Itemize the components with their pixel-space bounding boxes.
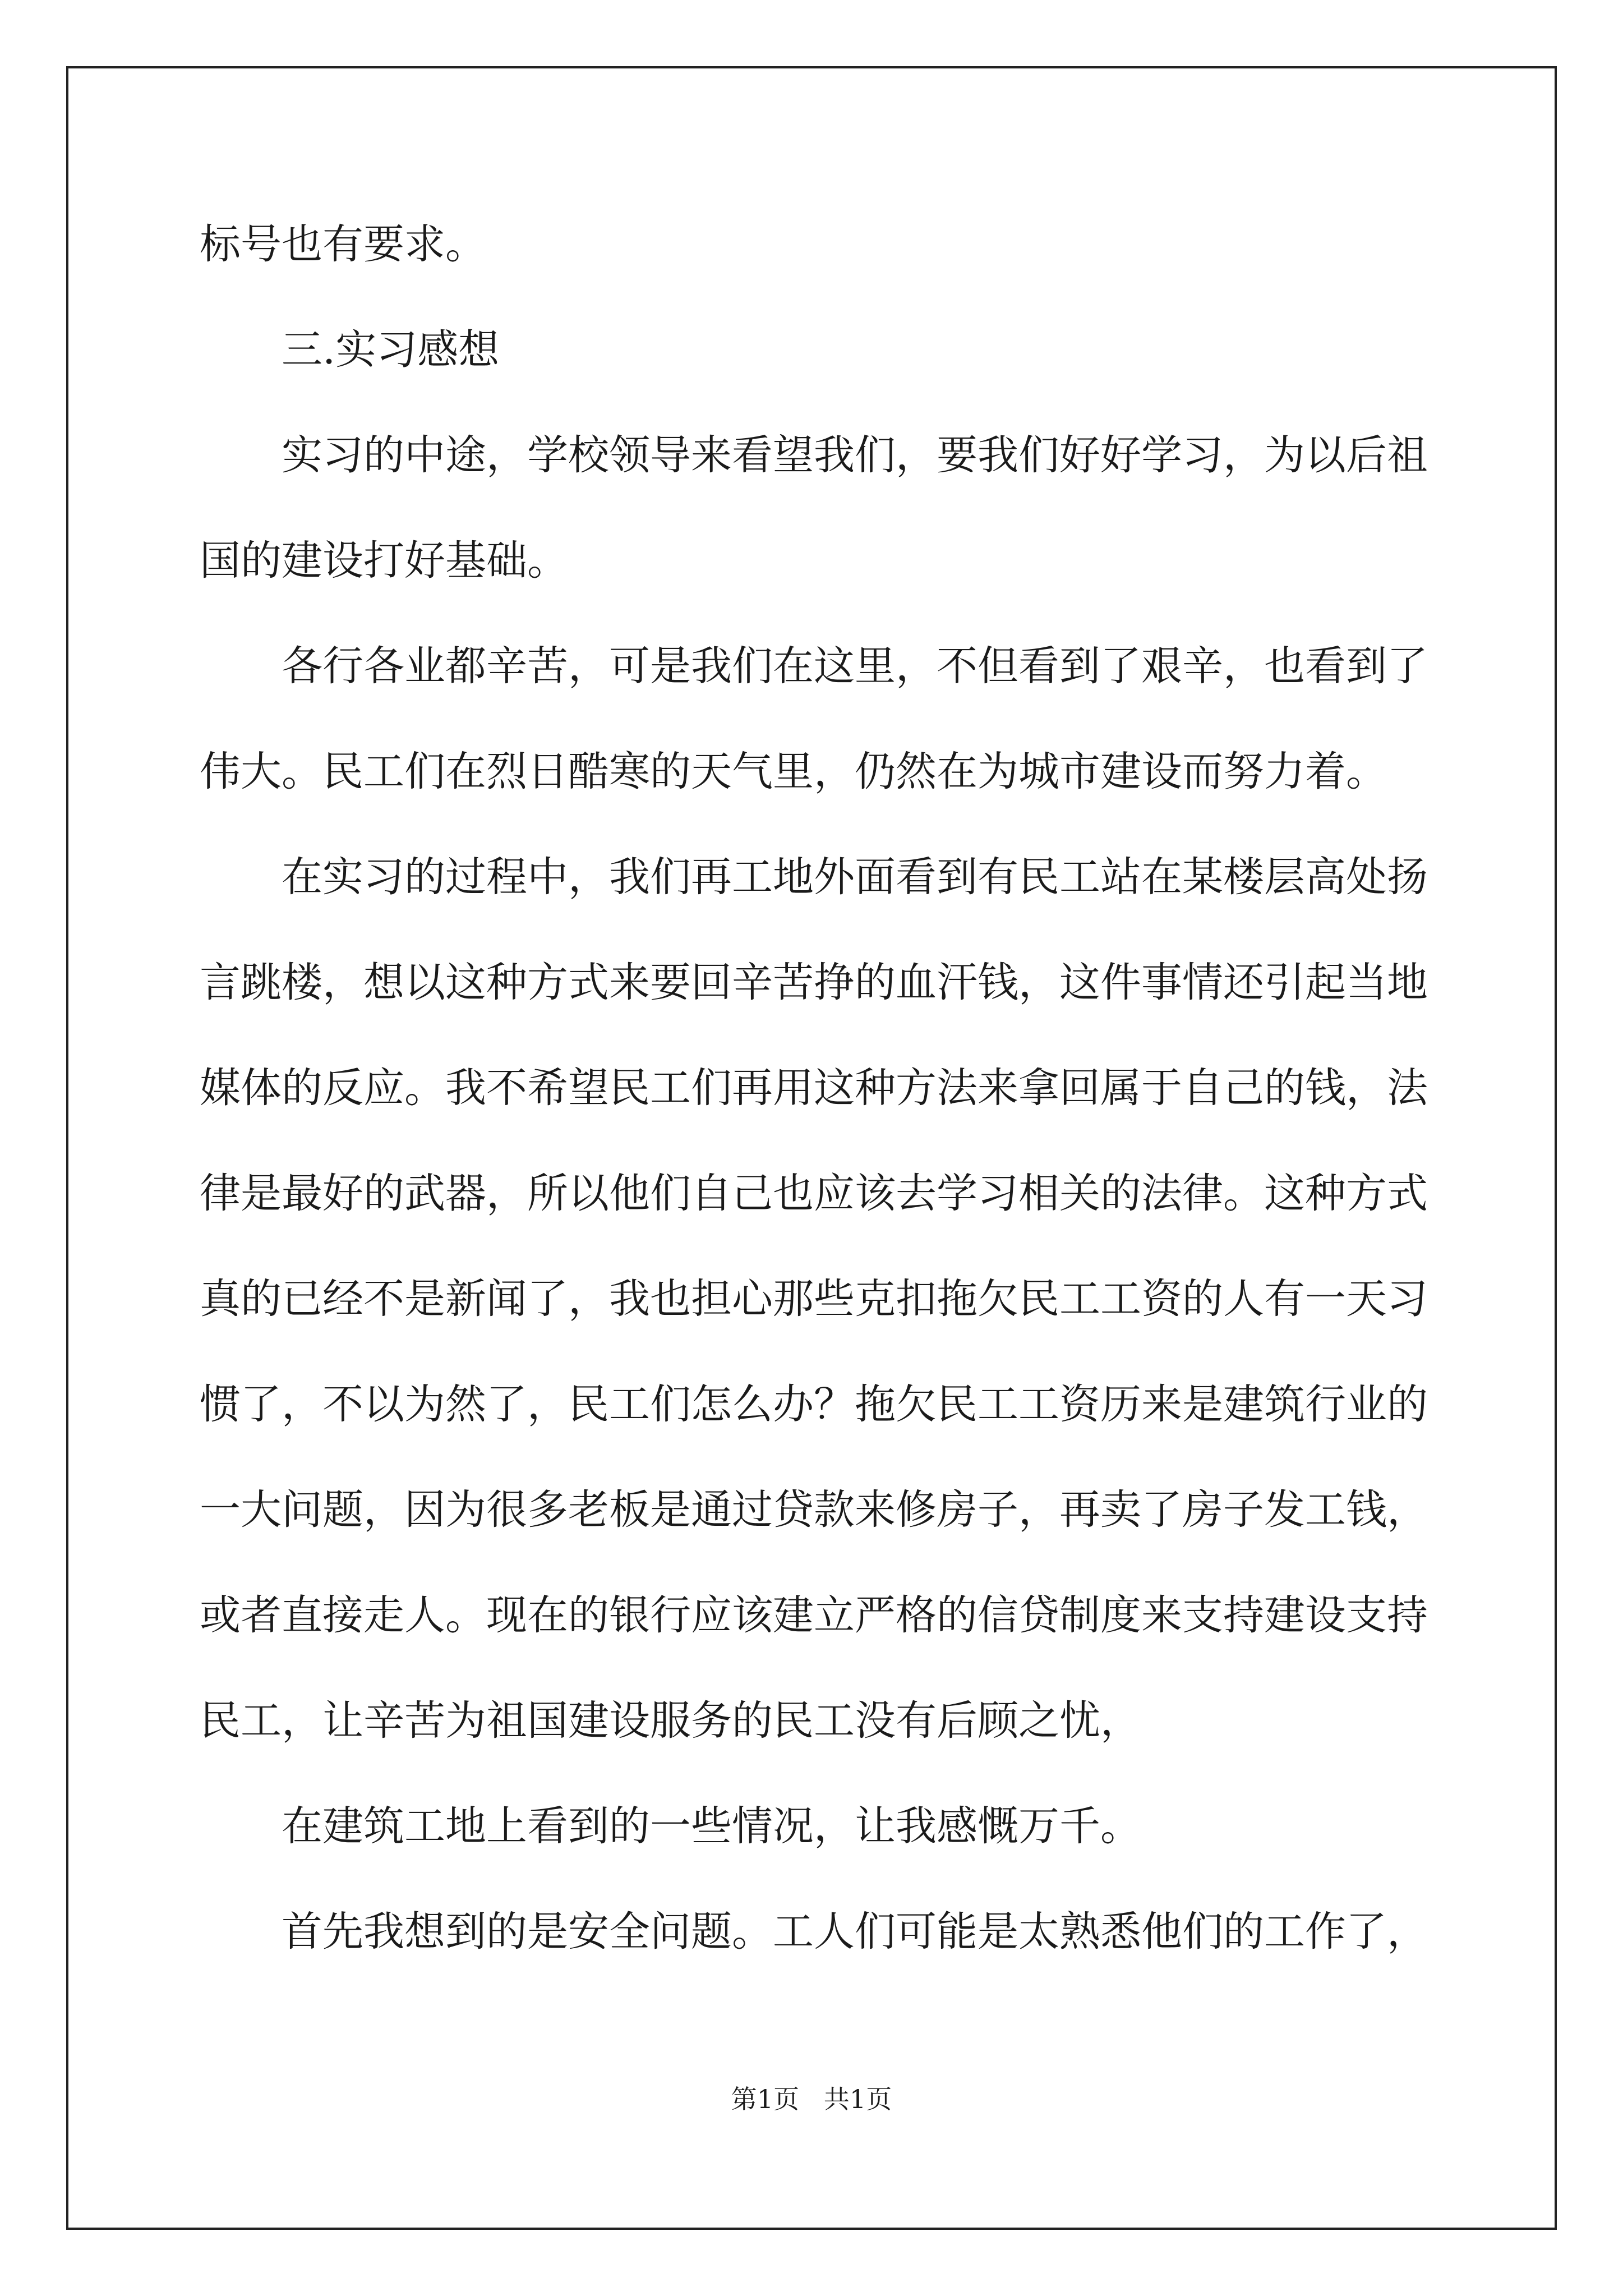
text-line: 民工，让辛苦为祖国建设服务的民工没有后顾之忧， bbox=[200, 1697, 1141, 1745]
text-line: 真的已经不是新闻了，我也担心那些克扣拖欠民工工资的人有一天习 bbox=[200, 1275, 1428, 1323]
text-line: 律是最好的武器，所以他们自己也应该去学习相关的法律。这种方式 bbox=[200, 1170, 1428, 1217]
text-line: 媒体的反应。我不希望民工们再用这种方法来拿回属于自己的钱，法 bbox=[200, 1064, 1428, 1112]
text-line: 一大问题，因为很多老板是通过贷款来修房子，再卖了房子发工钱， bbox=[200, 1486, 1428, 1534]
section-heading: 三.实习感想 bbox=[282, 326, 500, 374]
text-line: 言跳楼，想以这种方式来要回辛苦挣的血汗钱，这件事情还引起当地 bbox=[200, 959, 1428, 1006]
text-line: 在实习的过程中，我们再工地外面看到有民工站在某楼层高处扬 bbox=[282, 853, 1428, 901]
text-line: 标号也有要求。 bbox=[200, 220, 486, 268]
text-line: 惯了，不以为然了，民工们怎么办？拖欠民工工资历来是建筑行业的 bbox=[200, 1381, 1428, 1428]
text-line: 首先我想到的是安全问题。工人们可能是太熟悉他们的工作了， bbox=[282, 1908, 1428, 1955]
text-line: 国的建设打好基础。 bbox=[200, 537, 568, 585]
page-number: 第1页 共1页 bbox=[731, 2084, 892, 2114]
text-line: 实习的中途，学校领导来看望我们，要我们好好学习，为以后祖 bbox=[282, 431, 1428, 479]
text-line: 各行各业都辛苦，可是我们在这里，不但看到了艰辛，也看到了 bbox=[282, 642, 1428, 690]
text-line: 伟大。民工们在烈日酷寒的天气里，仍然在为城市建设而努力着。 bbox=[200, 748, 1387, 795]
text-line: 在建筑工地上看到的一些情况，让我感慨万千。 bbox=[282, 1802, 1141, 1850]
text-line: 或者直接走人。现在的银行应该建立严格的信贷制度来支持建设支持 bbox=[200, 1591, 1428, 1639]
